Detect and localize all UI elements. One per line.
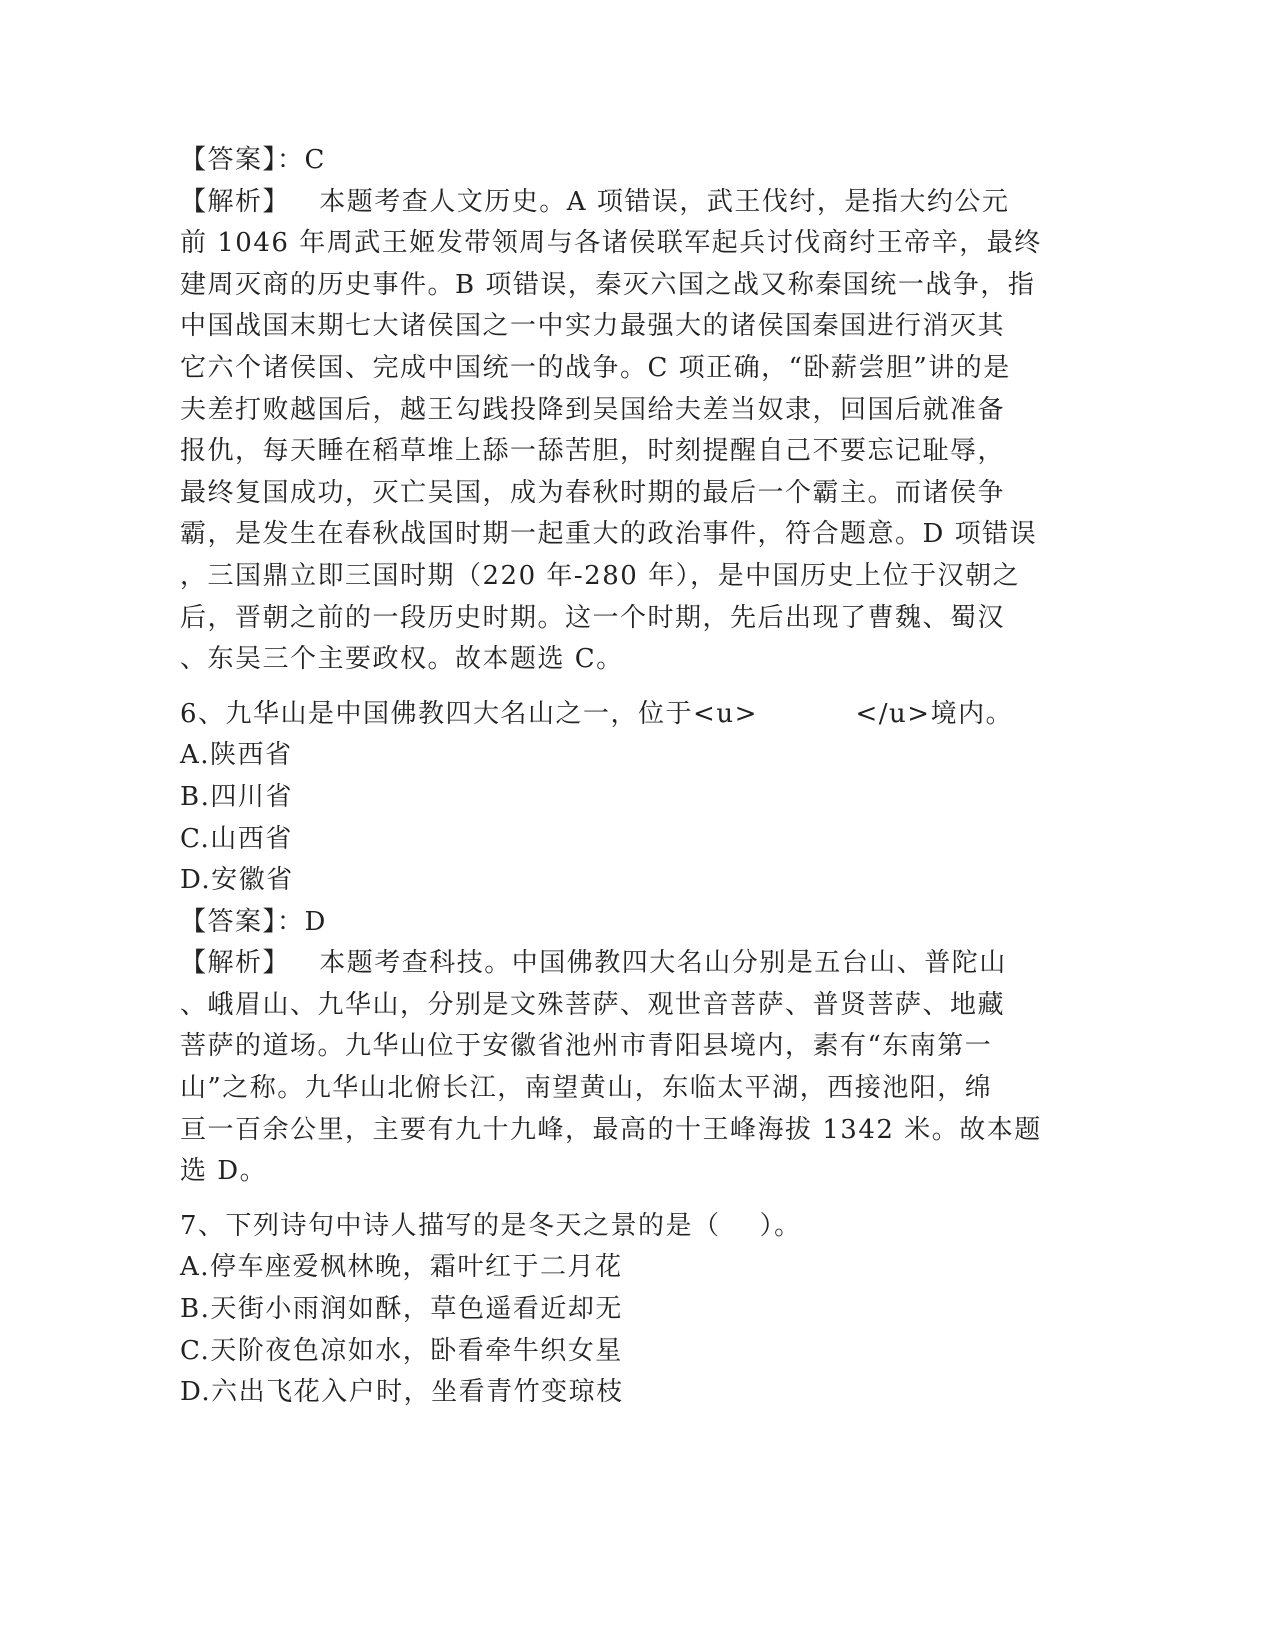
option-d: D.安徽省 — [180, 865, 294, 896]
option-b: B.四川省 — [180, 781, 293, 812]
explanation-line: 、东吴三个主要政权。故本题选 C。 — [180, 644, 624, 675]
answer-label: 【答案】：C — [180, 145, 326, 175]
explanation-line: 亘一百余公里，主要有九十九峰，最高的十王峰海拔 1342 米。故本题 — [180, 1114, 1042, 1145]
explanation-paragraph — [180, 943, 1080, 1193]
explanation-line: 最终复国成功，灭亡吴国，成为春秋时期的最后一个霸主。而诸侯争 — [180, 477, 1006, 508]
option-b: B.天街小雨润如酥，草色遥看近却无 — [180, 1294, 623, 1325]
explanation-line: 前 1046 年周武王姬发带领周与各诸侯联军起兵讨伐商纣王帝辛，最终 — [180, 228, 1042, 259]
explanation-line: 霸，是发生在春秋战国时期一起重大的政治事件，符合题意。D 项错误 — [180, 519, 1038, 550]
explanation-line: 夫差打败越国后，越王勾践投降到吴国给夫差当奴隶，回国后就准备 — [180, 394, 1006, 425]
explanation-line: 建周灭商的历史事件。B 项错误，秦灭六国之战又称秦国统一战争，指 — [180, 269, 1036, 300]
explanation-line: ，三国鼎立即三国时期（220 年-280 年），是中国历史上位于汉朝之 — [180, 560, 1021, 591]
explanation-line: 它六个诸侯国、完成中国统一的战争。C 项正确，“卧薪尝胆”讲的是 — [180, 352, 1011, 383]
explanation-line: 报仇，每天睡在稻草堆上舔一舔苦胆，时刻提醒自己不要忘记耻辱， — [180, 436, 1006, 467]
explanation-line: 山”之称。九华山北俯长江，南望黄山，东临太平湖，西接池阳，绵 — [180, 1073, 993, 1104]
option-a: A.停车座爱枫林晚，霜叶红于二月花 — [180, 1252, 623, 1283]
explanation-line: 选 D。 — [180, 1156, 268, 1187]
explanation-line: 【解析】 本题考查科技。中国佛教四大名山分别是五台山、普陀山 — [180, 948, 1007, 979]
explanation-line: 、峨眉山、九华山，分别是文殊菩萨、观世音菩萨、普贤菩萨、地藏 — [180, 989, 1006, 1020]
option-a: A.陕西省 — [180, 740, 293, 771]
question-stem: 7、下列诗句中诗人描写的是冬天之景的是（ ）。 — [180, 1210, 802, 1241]
option-c: C.天阶夜色凉如水，卧看牵牛织女星 — [180, 1335, 623, 1366]
explanation-line: 菩萨的道场。九华山位于安徽省池州市青阳县境内，素有“东南第一 — [180, 1031, 993, 1062]
explanation-line: 后，晋朝之前的一段历史时期。这一个时期，先后出现了曹魏、蜀汉 — [180, 602, 1006, 633]
explanation-line: 【解析】 本题考查人文历史。A 项错误，武王伐纣，是指大约公元 — [180, 186, 1010, 217]
document-page — [180, 140, 1080, 1414]
question-stem: 6、九华山是中国佛教四大名山之一，位于<u> </u>境内。 — [180, 698, 1014, 729]
explanation-line: 中国战国末期七大诸侯国之一中实力最强大的诸侯国秦国进行消灭其 — [180, 311, 1006, 342]
option-d: D.六出飞花入户时，坐看青竹变琼枝 — [180, 1377, 624, 1408]
explanation-paragraph — [180, 182, 1080, 681]
option-c: C.山西省 — [180, 823, 293, 854]
answer-label: 【答案】：D — [180, 906, 327, 937]
